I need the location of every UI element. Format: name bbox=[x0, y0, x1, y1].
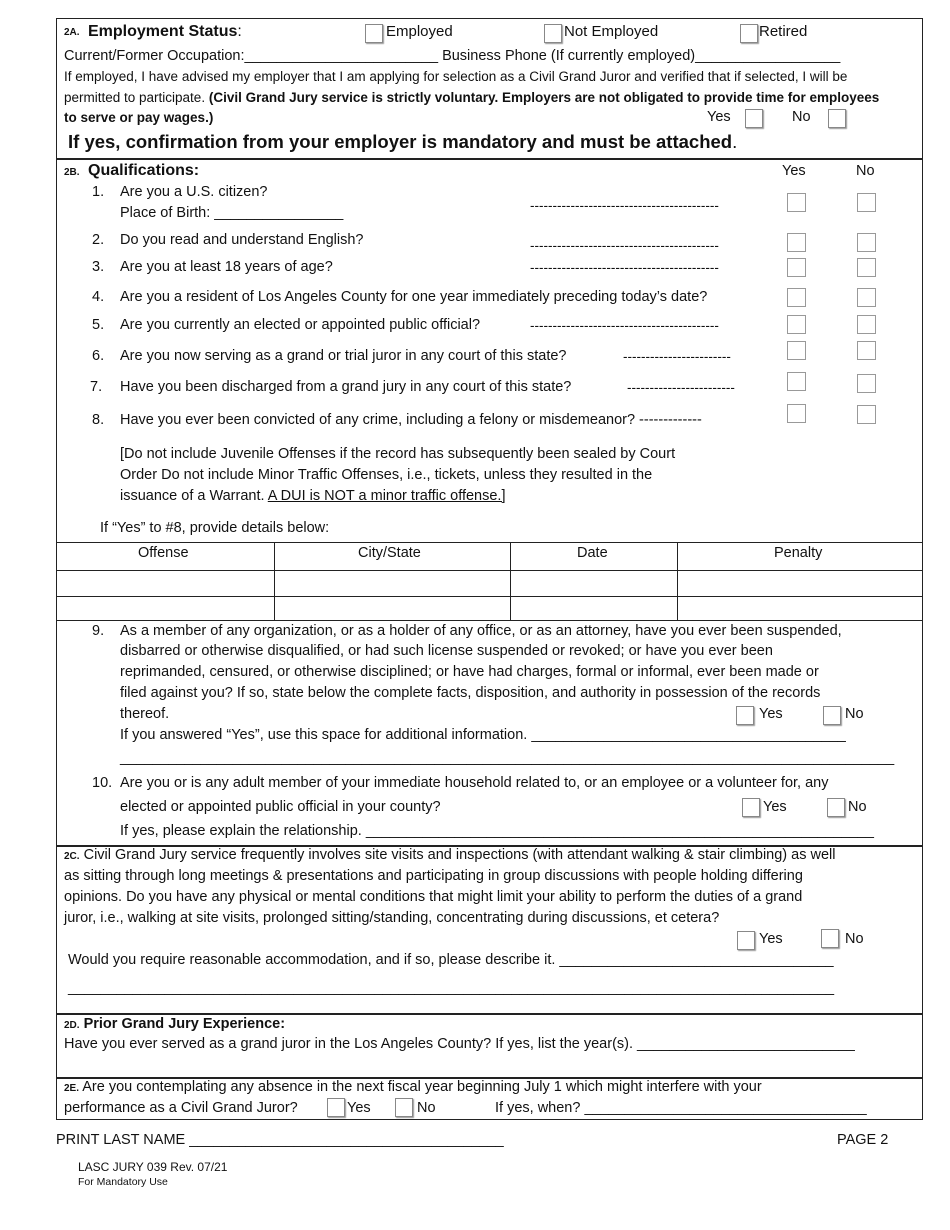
question-disciplined-line2: disbarred or otherwise disqualified, or had such license suspended or revoked; or have you ever been bbox=[120, 643, 773, 659]
q8-yes-checkbox[interactable] bbox=[787, 404, 806, 423]
q5-yes-checkbox[interactable] bbox=[787, 315, 806, 334]
employer-notice-line1: If employed, I have advised my employer that I am applying for selection as a Civil Grand Juror and verified that if selected, I will be bbox=[64, 69, 848, 84]
table-cell[interactable] bbox=[275, 571, 509, 595]
table-header-city-state: City/State bbox=[358, 545, 421, 561]
question-disciplined-line3: reprimanded, censured, or otherwise disciplined; or have had charges, formal or informal, ever been made or bbox=[120, 664, 819, 680]
employer-notice-line2: permitted to participate. (Civil Grand Jury service is strictly voluntary. Employers are not obligated to provide time for employees bbox=[64, 90, 880, 105]
leader-dashes: ------------------------ bbox=[623, 349, 731, 364]
retired-checkbox[interactable] bbox=[740, 24, 758, 43]
q10-relationship-field[interactable]: If yes, please explain the relationship. _______________________________________________________________ bbox=[120, 823, 874, 839]
section-2c-line2: as sitting through long meetings & presentations and participating in group discussions with people holding differing bbox=[64, 868, 803, 884]
q6-no-checkbox[interactable] bbox=[857, 341, 876, 360]
question-citizen: Are you a U.S. citizen? bbox=[120, 184, 268, 200]
limitations-yes-checkbox[interactable] bbox=[737, 931, 755, 950]
q3-yes-checkbox[interactable] bbox=[787, 258, 806, 277]
absence-when-field[interactable]: If yes, when? ___________________________________ bbox=[495, 1100, 867, 1116]
question-number: 5. bbox=[92, 317, 105, 333]
table-rule bbox=[56, 542, 922, 543]
question-number: 3. bbox=[92, 259, 105, 275]
absence-question-line2: performance as a Civil Grand Juror? bbox=[64, 1100, 298, 1116]
qualifications-title: Qualifications: bbox=[88, 162, 200, 179]
q3-no-checkbox[interactable] bbox=[857, 258, 876, 277]
question-number: 9. bbox=[92, 623, 105, 639]
column-no-header: No bbox=[856, 163, 875, 179]
section-2c-line3: opinions. Do you have any physical or mental conditions that might limit your ability to perform the duties of a grand bbox=[64, 889, 803, 905]
table-cell[interactable] bbox=[678, 571, 921, 595]
q7-no-checkbox[interactable] bbox=[857, 374, 876, 393]
q9-yes-label: Yes bbox=[759, 706, 783, 722]
form-usage: For Mandatory Use bbox=[78, 1176, 168, 1188]
question-disciplined-line4: filed against you? If so, state below the complete facts, disposition, and authority in possession of the records bbox=[120, 685, 821, 701]
table-cell[interactable] bbox=[511, 597, 676, 619]
absence-question-line1: 2E. Are you contemplating any absence in the next fiscal year beginning July 1 which might interfere with your bbox=[64, 1079, 762, 1095]
leader-dashes: ------------------------ bbox=[627, 380, 735, 395]
absence-no-checkbox[interactable] bbox=[395, 1098, 413, 1117]
table-cell[interactable] bbox=[275, 597, 509, 619]
table-cell[interactable] bbox=[678, 597, 921, 619]
employer-no-label: No bbox=[792, 109, 811, 125]
question-number: 6. bbox=[92, 348, 105, 364]
accommodation-blank-line[interactable]: _______________________________________________________________________________________________ bbox=[68, 980, 835, 996]
section-2d-tag: 2D. bbox=[64, 1020, 80, 1031]
q2-no-checkbox[interactable] bbox=[857, 233, 876, 252]
absence-no-label: No bbox=[417, 1100, 436, 1116]
question-serving-juror: Are you now serving as a grand or trial juror in any court of this state? bbox=[120, 348, 567, 364]
question-disciplined-line1: As a member of any organization, or as a holder of any office, or as an attorney, have you ever been suspended, bbox=[120, 623, 842, 639]
exclusion-note-line2: Order Do not include Minor Traffic Offenses, i.e., tickets, unless they resulted in the bbox=[120, 467, 653, 483]
q1-no-checkbox[interactable] bbox=[857, 193, 876, 212]
employer-confirmation-notice: If yes, confirmation from your employer is mandatory and must be attached. bbox=[68, 131, 738, 152]
q9-additional-info-field[interactable]: If you answered “Yes”, use this space for additional information. _______________________________________ bbox=[120, 727, 846, 743]
q9-yes-checkbox[interactable] bbox=[736, 706, 754, 725]
question-english: Do you read and understand English? bbox=[120, 232, 364, 248]
employed-checkbox[interactable] bbox=[365, 24, 383, 43]
q10-no-label: No bbox=[848, 799, 867, 815]
section-2a-tag: 2A. bbox=[64, 27, 80, 38]
table-cell[interactable] bbox=[57, 597, 273, 619]
employer-yes-label: Yes bbox=[707, 109, 731, 125]
table-header-penalty: Penalty bbox=[774, 545, 823, 561]
table-cell[interactable] bbox=[511, 571, 676, 595]
question-number: 1. bbox=[92, 184, 105, 200]
q9-no-label: No bbox=[845, 706, 864, 722]
prior-experience-title: 2D. Prior Grand Jury Experience: bbox=[64, 1016, 286, 1032]
q9-no-checkbox[interactable] bbox=[823, 706, 841, 725]
prior-experience-field[interactable]: Have you ever served as a grand juror in the Los Angeles County? If yes, list the year(s). ___________________________ bbox=[64, 1036, 855, 1052]
question-related-line2: elected or appointed public official in your county? bbox=[120, 799, 441, 815]
occupation-field[interactable]: Current/Former Occupation:________________________ Business Phone (If currently employed)__________________ bbox=[64, 48, 841, 64]
employer-no-checkbox[interactable] bbox=[828, 109, 846, 128]
place-of-birth-field[interactable]: Place of Birth: ________________ bbox=[120, 205, 344, 221]
retired-label: Retired bbox=[759, 23, 808, 40]
question-number: 2. bbox=[92, 232, 105, 248]
limitations-no-label: No bbox=[845, 931, 864, 947]
q4-no-checkbox[interactable] bbox=[857, 288, 876, 307]
limitations-no-checkbox[interactable] bbox=[821, 929, 839, 948]
q10-yes-checkbox[interactable] bbox=[742, 798, 760, 817]
leader-dashes: ------------------------------------------ bbox=[530, 318, 719, 333]
table-header-offense: Offense bbox=[138, 545, 189, 561]
section-2c-line1: 2C. Civil Grand Jury service frequently involves site visits and inspections (with attendant walking & stair climbing) as well bbox=[64, 847, 836, 863]
question-convicted: Have you ever been convicted of any crime, including a felony or misdemeanor? ------------- bbox=[120, 412, 702, 428]
print-last-name-field[interactable]: PRINT LAST NAME _______________________________________ bbox=[56, 1132, 504, 1148]
q10-no-checkbox[interactable] bbox=[827, 798, 845, 817]
column-yes-header: Yes bbox=[782, 163, 806, 179]
q1-yes-checkbox[interactable] bbox=[787, 193, 806, 212]
table-cell[interactable] bbox=[57, 571, 273, 595]
question-disciplined-line5: thereof. bbox=[120, 706, 170, 722]
employer-yes-checkbox[interactable] bbox=[745, 109, 763, 128]
q5-no-checkbox[interactable] bbox=[857, 315, 876, 334]
table-header-date: Date bbox=[577, 545, 608, 561]
q6-yes-checkbox[interactable] bbox=[787, 341, 806, 360]
absence-yes-checkbox[interactable] bbox=[327, 1098, 345, 1117]
leader-dashes: ------------------------------------------ bbox=[530, 198, 719, 213]
exclusion-note-line3: issuance of a Warrant. A DUI is NOT a minor traffic offense.] bbox=[120, 488, 506, 504]
exclusion-note-line1: [Do not include Juvenile Offenses if the record has subsequently been sealed by Court bbox=[120, 446, 676, 462]
employer-notice-line3: to serve or pay wages.) bbox=[64, 110, 214, 125]
q4-yes-checkbox[interactable] bbox=[787, 288, 806, 307]
table-rule bbox=[56, 620, 922, 621]
question-resident: Are you a resident of Los Angeles County for one year immediately preceding today’s date? bbox=[120, 289, 708, 305]
q9-blank-line[interactable]: ________________________________________________________________________________________________ bbox=[120, 750, 895, 766]
page-number: PAGE 2 bbox=[837, 1132, 889, 1148]
accommodation-field[interactable]: Would you require reasonable accommodation, and if so, please describe it. __________________________________ bbox=[68, 952, 834, 968]
q7-yes-checkbox[interactable] bbox=[787, 372, 806, 391]
question-number: 7. bbox=[90, 379, 103, 395]
q8-no-checkbox[interactable] bbox=[857, 405, 876, 424]
section-2b-tag: 2B. bbox=[64, 167, 80, 178]
section-2e-tag: 2E. bbox=[64, 1083, 80, 1094]
question-related-line1: Are you or is any adult member of your immediate household related to, or an employee or a volunteer for, any bbox=[120, 775, 829, 791]
q2-yes-checkbox[interactable] bbox=[787, 233, 806, 252]
not-employed-checkbox[interactable] bbox=[544, 24, 562, 43]
not-employed-label: Not Employed bbox=[564, 23, 659, 40]
absence-yes-label: Yes bbox=[347, 1100, 371, 1116]
question-discharged: Have you been discharged from a grand jury in any court of this state? bbox=[120, 379, 572, 395]
leader-dashes: ------------------------------------------ bbox=[530, 238, 719, 253]
details-prompt: If “Yes” to #8, provide details below: bbox=[100, 520, 330, 536]
limitations-yes-label: Yes bbox=[759, 931, 783, 947]
employed-label: Employed bbox=[386, 23, 453, 40]
question-public-official: Are you currently an elected or appointed public official? bbox=[120, 317, 481, 333]
section-2c-tag: 2C. bbox=[64, 851, 80, 862]
employment-status-title: Employment Status: bbox=[88, 23, 242, 40]
section-2c-line4: juror, i.e., walking at site visits, prolonged sitting/standing, concentrating during discussions, et cetera? bbox=[64, 910, 720, 926]
q10-yes-label: Yes bbox=[763, 799, 787, 815]
question-number: 8. bbox=[92, 412, 105, 428]
question-age: Are you at least 18 years of age? bbox=[120, 259, 333, 275]
question-number: 4. bbox=[92, 289, 105, 305]
leader-dashes: ------------------------------------------ bbox=[530, 260, 719, 275]
question-number: 10. bbox=[92, 775, 113, 791]
form-id: LASC JURY 039 Rev. 07/21 bbox=[78, 1160, 228, 1174]
